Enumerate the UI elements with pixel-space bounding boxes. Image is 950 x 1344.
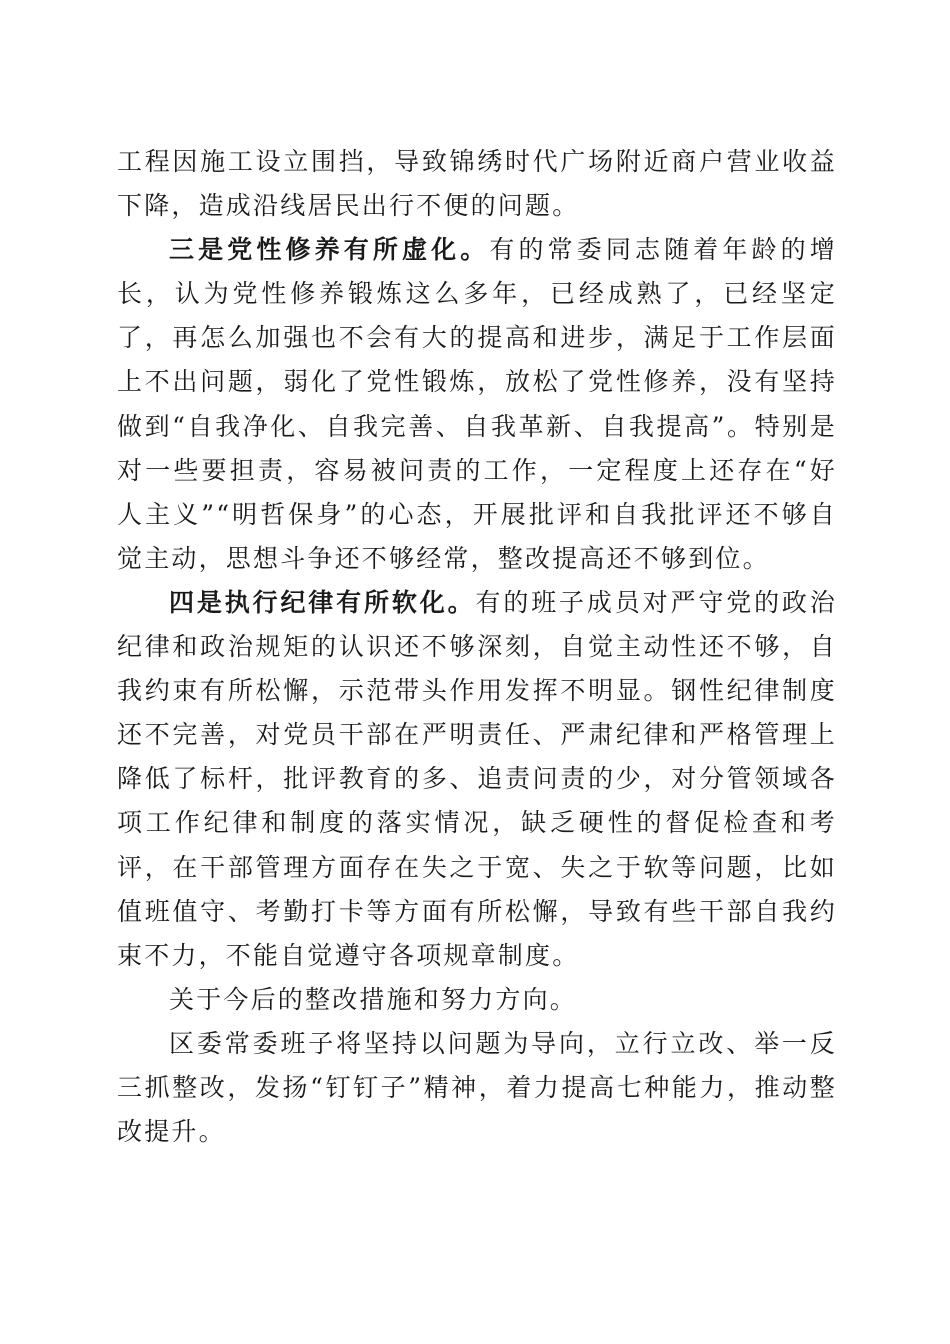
paragraph-commitment	[117, 1022, 837, 1154]
paragraph-lead: 四是执行纪律有所软化。	[169, 587, 476, 617]
document-body	[117, 140, 837, 1154]
paragraph-text: 有的班子成员对严守党的政治纪律和政治规矩的认识还不够深刻，自觉主动性还不够，自我约束有所松懈，示范带头作用发挥不明显。钢性纪律制度还不完善，对党员干部在严明责任、严肃纪律和严格管理上降低了标杆，批评教育的多、追责问责的少，对分管领域各项工作纪律和制度的落实情况，缺乏硬性的督促检查和考评，在干部管理方面存在失之于宽、失之于软等问题，比如值班值守、考勤打卡等方面有所松懈，导致有些干部自我约束不力，不能自觉遵守各项规章制度。	[117, 587, 837, 970]
paragraph-continuation	[117, 140, 837, 228]
paragraph-text: 工程因施工设立围挡，导致锦绣时代广场附近商户营业收益下降，造成沿线居民出行不便的问题。	[117, 147, 837, 221]
paragraph-discipline	[117, 581, 837, 978]
paragraph-party-spirit	[117, 228, 837, 581]
paragraph-lead: 三是党性修养有所虚化。	[169, 235, 490, 265]
paragraph-text: 有的常委同志随着年龄的增长，认为党性修养锻炼这么多年，已经成熟了，已经坚定了，再怎么加强也不会有大的提高和进步，满足于工作层面上不出问题，弱化了党性锻炼，放松了党性修养，没有坚持做到“自我净化、自我完善、自我革新、自我提高”。特别是对一些要担责，容易被问责的工作，一定程度上还存在“好人主义”“明哲保身”的心态，开展批评和自我批评还不够自觉主动，思想斗争还不够经常，整改提高还不够到位。	[117, 235, 838, 573]
paragraph-measures-heading	[117, 978, 837, 1022]
paragraph-text: 关于今后的整改措施和努力方向。	[169, 984, 578, 1014]
paragraph-text: 区委常委班子将坚持以问题为导向，立行立改、举一反三抓整改，发扬“钉钉子”精神，着力提高七种能力，推动整改提升。	[117, 1028, 837, 1147]
